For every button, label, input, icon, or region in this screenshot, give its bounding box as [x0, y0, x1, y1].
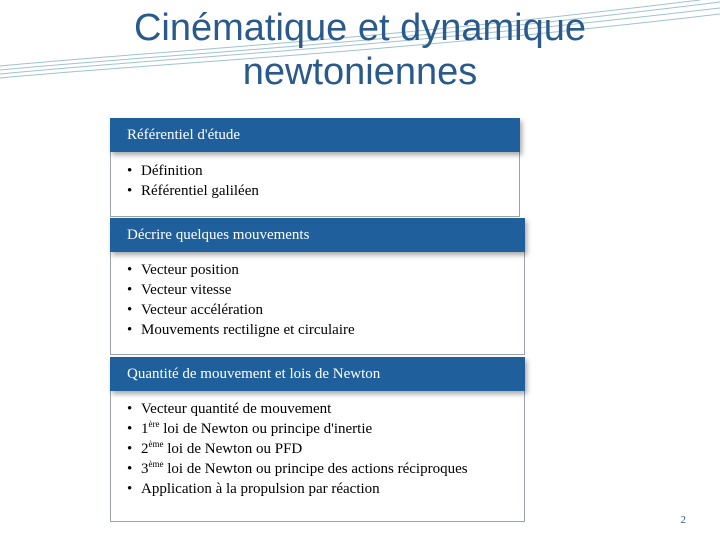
bullet-list [127, 399, 468, 499]
slide-title [0, 6, 720, 94]
list-item [127, 419, 468, 439]
section-header: Quantité de mouvement et lois de Newton [110, 357, 525, 391]
list-item: • Mouvements rectiligne et circulaire [127, 320, 355, 340]
item-text: loi de Newton ou principe des actions réciproques [163, 461, 468, 477]
ordinal-number: 3 [141, 461, 149, 477]
list-item [127, 439, 468, 459]
list-item [127, 459, 468, 479]
ordinal-suffix: ème [148, 439, 164, 449]
section-header: Référentiel d'étude [110, 118, 520, 152]
list-item: • Vecteur accélération [127, 300, 355, 320]
bullet-list [127, 260, 355, 340]
list-item: • Référentiel galiléen [127, 181, 259, 201]
ordinal-suffix: ème [148, 459, 164, 469]
title-line-2: newtoniennes [242, 51, 478, 93]
bullet-list [127, 161, 259, 201]
ordinal-number: 2 [141, 441, 149, 457]
ordinal-suffix: ère [148, 419, 160, 429]
list-item: • Application à la propulsion par réaction [127, 479, 468, 499]
item-text: loi de Newton ou PFD [163, 441, 303, 457]
page-number: 2 [680, 514, 686, 526]
list-item: • Vecteur vitesse [127, 280, 355, 300]
section-header: Décrire quelques mouvements [110, 218, 525, 252]
list-item: • Vecteur position [127, 260, 355, 280]
list-item: • Définition [127, 161, 259, 181]
list-item: • Vecteur quantité de mouvement [127, 399, 468, 419]
ordinal-number: 1 [141, 421, 149, 437]
title-line-1: Cinématique et dynamique [133, 7, 587, 49]
item-text: loi de Newton ou principe d'inertie [159, 421, 373, 437]
